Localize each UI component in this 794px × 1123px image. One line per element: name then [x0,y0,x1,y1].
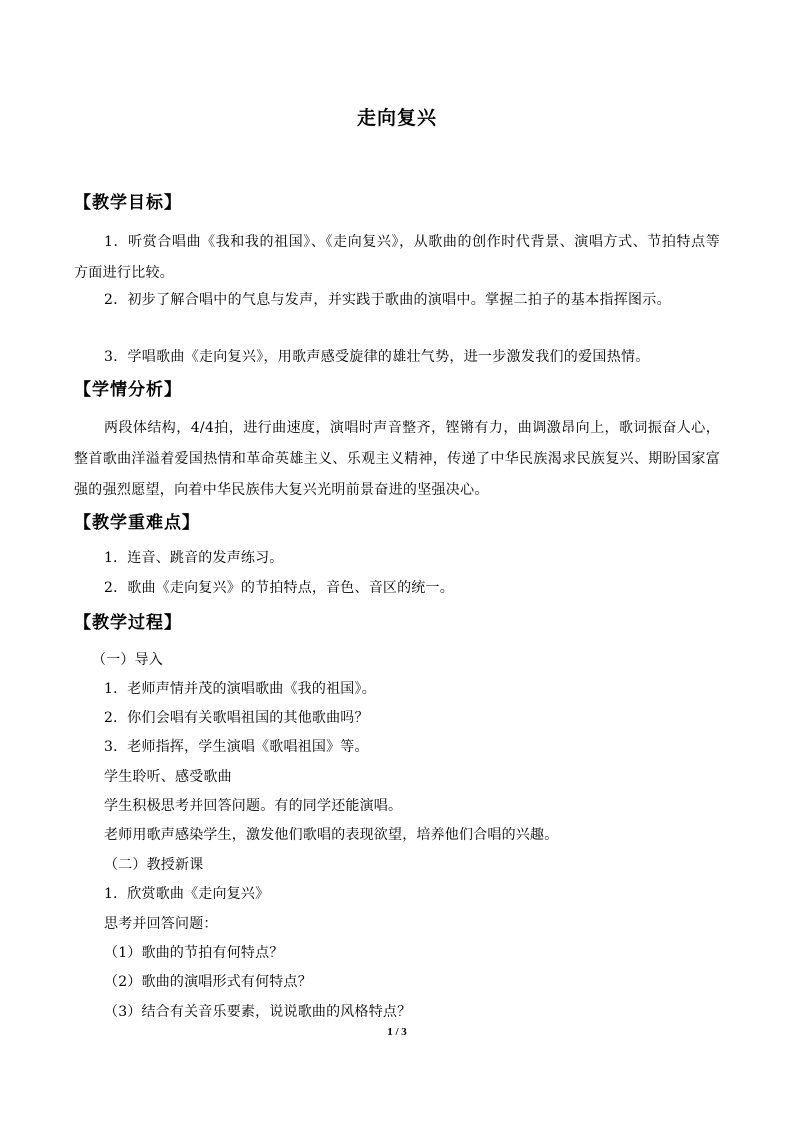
objective-item-1: 1．听赏合唱曲《我和我的祖国》、《走向复兴》，从歌曲的创作时代背景、演唱方式、节拍特点等方面进行比较。 [74,234,720,281]
key-point-item-1: 1．连音、跳音的发声练习。 [104,550,284,566]
process-line-10: 思考并回答问题： [104,916,218,932]
process-line-9: 1．欣赏歌曲《走向复兴》 [104,886,270,902]
process-line-13: （3）结合有关音乐要素，说说歌曲的风格特点？ [104,1004,412,1020]
section-heading-process: 【教学过程】 [74,613,182,633]
section-heading-key-points: 【教学重难点】 [74,513,200,533]
process-line-8: （二）教授新课 [104,857,204,873]
process-line-12: （2）歌曲的演唱形式有何特点？ [104,974,312,990]
process-line-4: 3．老师指挥，学生演唱《歌唱祖国》等。 [104,739,369,755]
process-line-7: 老师用歌声感染学生，激发他们歌唱的表现欲望，培养他们合唱的兴趣。 [104,827,559,843]
objective-item-2: 2．初步了解合唱中的气息与发声，并实践于歌曲的演唱中。掌握二拍子的基本指挥图示。 [104,292,671,308]
process-line-3: 2．你们会唱有关歌唱祖国的其他歌曲吗？ [104,710,369,726]
process-line-6: 学生积极思考并回答问题。有的同学还能演唱。 [104,798,403,814]
analysis-paragraph: 两段体结构，4/4拍，进行曲速度，演唱时声音整齐，铿锵有力，曲调激昂向上，歌词振奋人心，整首歌曲洋溢着爱国热情和革命英雄主义、乐观主义精神，传递了中华民族渴求民族复兴、期盼国家富强的强烈愿望，向着中华民族伟大复兴光明前景奋进的坚强决心。 [74,420,720,498]
process-line-2: 1．老师声情并茂的演唱歌曲《我的祖国》。 [104,681,376,697]
key-point-item-2: 2．歌曲《走向复兴》的节拍特点，音色、音区的统一。 [104,580,454,596]
process-line-11: （1）歌曲的节拍有何特点？ [104,945,284,961]
section-heading-analysis: 【学情分析】 [74,380,182,400]
section-heading-objectives: 【教学目标】 [74,193,182,213]
process-line-1: （一）导入 [92,652,163,668]
page-number: 1 / 3 [387,1026,407,1038]
process-line-5: 学生聆听、感受歌曲 [104,769,232,785]
document-title: 走向复兴 [356,107,437,129]
objective-item-3: 3．学唱歌曲《走向复兴》，用歌声感受旋律的雄壮气势，进一步激发我们的爱国热情。 [104,349,650,365]
